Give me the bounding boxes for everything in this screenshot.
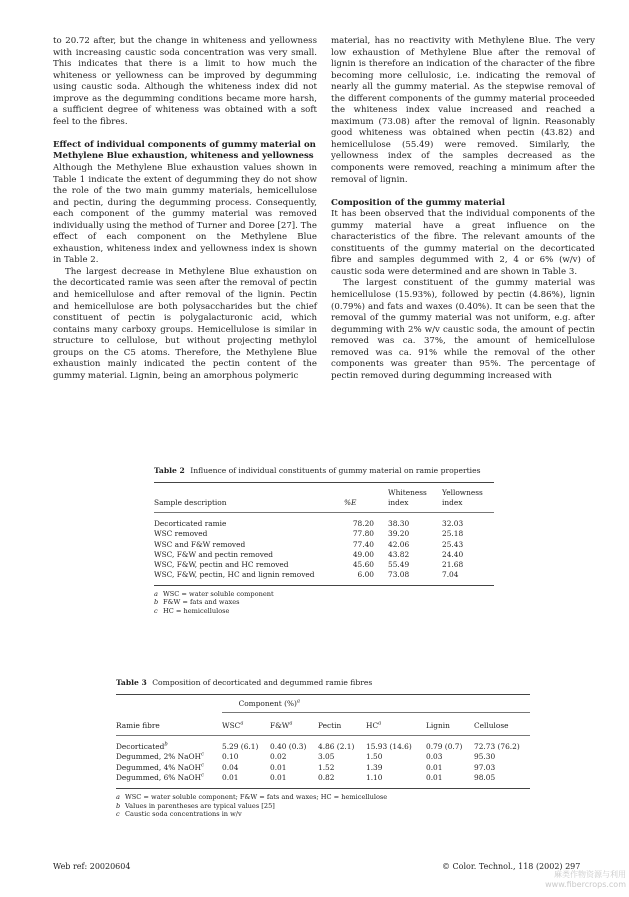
table-row [154,519,494,529]
table-note: c HC = hemicellulose [154,606,230,615]
paragraph: to 20.72 after, but the change in whiteness and yellowness with increasing caustic soda concentration was very small. This indicates that there is a limit to how much the whiteness or yellowness can be improved by degumming using caustic soda. Although the whiteness index did not improve as the degumming conditions became more harsh, a sufficient degree of whiteness was obtained with a soft feel to the fibres. [53,36,317,127]
left-column [53,36,317,382]
column-header: Pectin [318,721,342,730]
table-cell: Degummed, 4% NaOH$^c$ [116,762,204,772]
column-header: Cellulose [474,721,509,730]
table-cell: WSC and F&W removed [154,539,246,549]
table-cell: 0.40 (0.3) [270,742,307,751]
column-header: Yellowness index [442,488,483,507]
right-column [331,36,595,382]
table-cell: 95.30 [474,752,496,762]
table-cell: 5.29 (6.1) [222,742,259,751]
table-cell: 42.06 [388,539,410,549]
table-cell: 77.40 [352,539,374,549]
table-cell: 98.05 [474,772,496,782]
table-caption [154,466,494,476]
table-cell: 1.10 [366,772,383,782]
table-cell: 72.73 (76.2) [474,742,520,751]
column-header: %E [344,498,357,507]
table-row [116,742,530,752]
table-cell: WSC, F&W, pectin and HC removed [154,560,289,570]
table-cell: 0.04 [222,762,239,772]
table-cell: 0.02 [270,752,287,762]
table-row [154,550,494,560]
table-cell: Degummed, 6% NaOH$^c$ [116,772,204,782]
table-title: Composition of decorticated and degummed ramie fibres [152,678,373,687]
table-cell: 3.05 [318,752,335,762]
column-header: $HC^a$ [366,720,382,730]
section-heading: Composition of the gummy material [331,197,505,208]
row-header: Ramie fibre [116,721,160,730]
table-cell: 0.01 [270,772,287,782]
table-cell: 21.68 [442,560,464,570]
table-title: Influence of individual constituents of gummy material on ramie properties [190,466,481,475]
table-note: b Values in parentheses are typical values [25] [116,801,275,810]
table-note: a WSC = water soluble component [154,589,274,598]
table-cell: 4.86 (2.1) [318,742,355,751]
table-row [154,560,494,570]
section-heading: Effect of individual components of gummy material on Methylene Blue exhaustion, whiteness and yellowness [53,139,316,162]
column-header: Sample description [154,498,227,507]
table-row [154,529,494,539]
column-header: Lignin [426,721,450,730]
table-label: Table 3 [116,678,147,687]
table-cell: 15.93 (14.6) [366,742,412,751]
table-2-body [154,519,494,581]
table-cell: 45.60 [352,560,374,570]
table-row [116,752,530,762]
table-cell: 0.82 [318,772,335,782]
table-cell: 49.00 [352,549,374,559]
table-label: Table 2 [154,466,185,475]
paragraph: The largest constituent of the gummy material was hemicellulose (15.93%), followed by pectin (4.86%), lignin (0.79%) and fats and waxes (0.40%). It can be seen that the removal of the gummy material was not uniform, e.g. after degumming with 2% w/v caustic soda, the amount of pectin removed was ca. 37%, the amount of hemicellulose removed was ca. 91% while the removal of the other components was greater than 95%. The percentage of pectin removed during degumming increased with [331,278,595,381]
paragraph: Although the Methylene Blue exhaustion values shown in Table 1 indicate the extent of degumming they do not show the role of the two main gummy materials, hemicellulose and pectin, during the degumming process. Consequently, each component of the gummy material was removed individually using the method of Turner and Doree [27]. The effect of each component on the Methylene Blue exhaustion, whiteness index and yellowness index is shown in Table 2. [53,162,317,266]
table-cell: 43.82 [388,549,410,559]
table-cell: 32.03 [442,519,464,528]
table-row [154,570,494,580]
group-header: Component (%)$^a$ [238,698,300,708]
table-cell: 1.50 [366,752,383,762]
table-cell: 1.52 [318,762,335,772]
table-cell: 25.43 [442,539,464,549]
table-2-grid [154,483,494,512]
table-cell: 78.20 [352,519,374,528]
table-cell: 6.00 [357,570,374,580]
table-note: c Caustic soda concentrations in w/v [116,810,242,818]
table-cell: 25.18 [442,529,464,539]
table-cell: 0.01 [426,762,443,772]
table-row [154,540,494,550]
table-row [116,763,530,773]
table-cell: 97.03 [474,762,496,772]
table-note: b F&W = fats and waxes [154,598,240,607]
column-header: WSC$^a$ [222,720,244,730]
table-cell: 39.20 [388,529,410,539]
web-reference: Web ref: 20020604 [53,862,131,871]
table-3-body [116,742,530,783]
table-cell: 7.04 [442,570,459,580]
table-3-header [116,713,530,735]
paragraph: material, has no reactivity with Methylene Blue. The very low exhaustion of Methylene Blue after the removal of lignin is therefore an indication of the character of the fibre becoming more cellulosic, i.e. indicating the removal of nearly all the gummy material. As the stepwise removal of the different components of the gummy material proceeded the whiteness index value increased and reached a maximum (73.08) after the removal of lignin. Reasonably good whiteness was obtained when pectin (43.82) and hemicellulose (55.49) were removed. Similarly, the yellowness index of the samples decreased as the components were removed, reaching a minimum after the removal of lignin. [331,36,595,185]
table-notes [154,590,494,615]
paragraph: The largest decrease in Methylene Blue exhaustion on the decorticated ramie was seen after the removal of pectin and hemicellulose and after removal of the lignin. Pectin and hemicellulose are both polysaccharides but the chief constituent of pectin is polygalacturonic acid, which contains many carboxy groups. Hemicellulose is similar in structure to cellulose, but without projecting methylol groups on the C5 atoms. Therefore, the Methylene Blue exhaustion mainly indicated the pectin content of the gummy material. Lignin, being an amorphous polymeric [53,266,317,381]
table-notes [116,793,530,818]
column-header: $F\&W^a$ [270,720,293,730]
table-3 [116,678,530,818]
journal-citation: © Color. Technol., 118 (2002) 297 [442,862,581,871]
table-cell: 55.49 [388,560,410,570]
site-watermark: 麻类作物资源与利用 www.fibercrops.com [545,870,626,889]
table-cell: 0.10 [222,752,239,762]
table-cell: 0.01 [270,762,287,772]
paragraph: It has been observed that the individual components of the gummy material have a great influence on the characteristics of the fibre. The relevant amounts of the constituents of the gummy material on the decorticated fibre and samples degummed with 2, 4 or 6% (w/v) of caustic soda were determined and are shown in Table 3. [331,209,595,277]
table-cell: Decorticated ramie [154,519,227,528]
table-cell: 0.01 [426,772,443,782]
table-cell: 0.03 [426,752,443,762]
table-cell: 77.80 [352,529,374,539]
table-cell: WSC, F&W, pectin, HC and lignin removed [154,570,315,580]
table-cell: 0.01 [222,772,239,782]
table-cell: 1.39 [366,762,383,772]
table-3-grid [116,695,530,712]
table-cell: 73.08 [388,570,410,580]
table-cell: 24.40 [442,549,464,559]
table-cell: WSC, F&W and pectin removed [154,549,273,559]
table-cell: Degummed, 2% NaOH$^c$ [116,751,204,762]
table-2 [154,466,494,615]
table-cell: Decorticated$^b$ [116,741,168,751]
table-row [116,773,530,783]
column-header: Whiteness index [388,488,427,507]
table-caption [116,678,530,688]
table-cell: 0.79 (0.7) [426,742,463,751]
table-note: a WSC = water soluble component; F&W = fats and waxes; HC = hemicellulose [116,793,388,802]
table-cell: WSC removed [154,529,208,539]
table-cell: 38.30 [388,519,410,528]
